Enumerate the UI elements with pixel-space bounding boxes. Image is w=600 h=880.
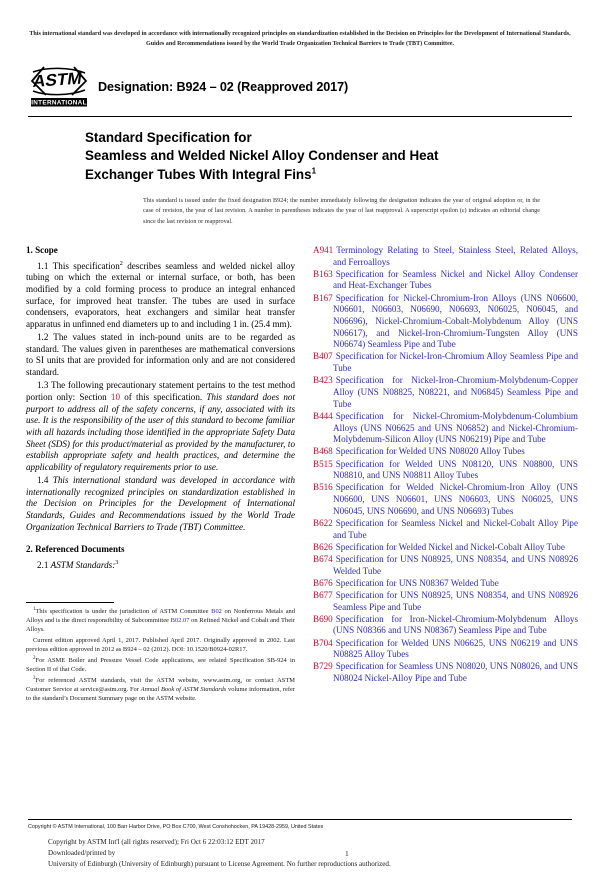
- paragraph-1-4: [26, 475, 295, 533]
- p11-number: 1.1: [37, 260, 49, 271]
- title-line-3: [85, 166, 572, 185]
- p11-footnote-marker: 2: [119, 259, 123, 267]
- footnote-current-edition: Current edition approved April 1, 2017. Published April 2017. Originally approved in 2002. Last previous edition approved in 2012 as B924 – 02 (2012). DOI: 10.1520/B0924-02R17.: [26, 637, 295, 654]
- sub21-label: ASTM Standards:: [50, 560, 116, 571]
- page-number: 1: [345, 849, 349, 859]
- standard-title[interactable]: Specification for UNS N08925, UNS N08354, and UNS N08926 Welded Tube: [333, 553, 578, 576]
- standard-designation-link[interactable]: B677: [313, 589, 333, 600]
- footnote-3-text-b: volume information, refer to the standard’s Document Summary page on the ASTM website.: [26, 686, 295, 703]
- sub21-footnote-marker: 3: [115, 559, 119, 567]
- footnote-2-text: For ASME Boiler and Pressure Vessel Code applications, see related Specification SB-924 in Section II of that Code.: [26, 657, 295, 674]
- list-item[interactable]: [313, 638, 578, 661]
- standard-title[interactable]: Specification for Nickel-Chromium-Iron Alloys (UNS N06600, N06601, N06603, N06690, N06693, N06025, N06045, and N06696), Nickel-Chromium-Cobalt-Molybdenum Alloy (UNS N06617), and Nickel-Iron-Chromium-Tungsten Alloy (UNS N06674) Seamless Pipe and Tube: [333, 292, 578, 350]
- title-line-2: Seamless and Welded Nickel Alloy Condenser and Heat: [85, 148, 439, 164]
- standard-title[interactable]: Terminology Relating to Steel, Stainless Steel, Related Alloys, and Ferroalloys: [333, 244, 578, 267]
- list-item[interactable]: [313, 411, 578, 446]
- standard-title[interactable]: Specification for Nickel-Iron-Chromium-Molybdenum-Copper Alloy (UNS N08825, N08221, and N06845) Seamless Pipe and Tube: [333, 375, 578, 409]
- standard-designation-link[interactable]: B167: [313, 292, 333, 303]
- p13-part2: of this specification.: [120, 391, 207, 402]
- svg-text:ASTM: ASTM: [31, 67, 84, 91]
- footnote-2-marker: 2: [33, 655, 36, 661]
- footnote-1-text-c: on Refined Nickel and Cobalt and Their Alloys.: [26, 617, 295, 634]
- list-item[interactable]: [313, 518, 578, 541]
- subcommittee-b0207-link[interactable]: B02.07: [170, 617, 190, 625]
- committee-b02-link[interactable]: B02: [211, 607, 222, 615]
- paragraph-1-2: 1.2 The values stated in inch-pound units are to be regarded as standard. The values given in parentheses are mathematical conversions to SI units that are provided for information only and are not considered standard.: [26, 332, 295, 378]
- list-item[interactable]: [313, 542, 578, 554]
- standard-title[interactable]: Specification for Seamless UNS N08020, UNS N08026, and UNS N08024 Nickel-Alloy Pipe and Tube: [333, 661, 578, 684]
- tbt-notice: This international standard was developed in accordance with internationally recognized principles on standardization established in the Decision on Principles for the Development of International Standards, Guides and Recommendations issued by the World Trade Organization Technical Barriers to Trade (TBT) Committee.: [29, 31, 571, 47]
- footnote-1: [26, 607, 295, 635]
- list-item[interactable]: [313, 446, 578, 458]
- standard-title[interactable]: Specification for Welded UNS N08020 Alloy Tubes: [335, 446, 525, 457]
- standard-designation-link[interactable]: B444: [313, 410, 333, 421]
- issued-under-note: This standard is issued under the fixed designation B924; the number immediately following the designation indicates the year of original adoption or, in the case of revision, the year of last revision. A number in parentheses indicates the year of last reapproval. A superscript epsilon (ε) indicates an editorial change since the last revision or reapproval.: [143, 197, 540, 225]
- masthead-divider: [28, 116, 572, 117]
- standard-designation-link[interactable]: B407: [313, 351, 333, 362]
- list-item[interactable]: [313, 245, 578, 268]
- footnote-1-text-b: on Nonferrous Metals and Alloys and is the direct responsibility of Subcommittee: [26, 607, 295, 625]
- list-item[interactable]: [313, 269, 578, 292]
- section-10-link[interactable]: 10: [110, 391, 121, 402]
- standard-designation-link[interactable]: B515: [313, 458, 333, 469]
- footer-divider: [28, 819, 572, 820]
- subsection-2-1-astm-standards: [26, 560, 295, 572]
- download-line-2: Downloaded/printed by: [48, 849, 116, 858]
- list-item[interactable]: [313, 293, 578, 351]
- list-item[interactable]: [313, 578, 578, 590]
- download-stamp: [48, 837, 572, 870]
- page-footer: [0, 819, 600, 870]
- standard-title[interactable]: Specification for Nickel-Iron-Chromium Alloy Seamless Pipe and Tube: [333, 351, 578, 374]
- standard-designation-link[interactable]: B674: [313, 553, 333, 564]
- designation-line: Designation: B924 – 02 (Reapproved 2017): [98, 79, 349, 94]
- standard-designation-link[interactable]: B690: [313, 613, 333, 624]
- footnote-3-italic: Annual Book of ASTM Standards: [140, 686, 227, 694]
- footnote-3-text-a: For referenced ASTM standards, visit the ASTM website, www.astm.org, or contact ASTM Customer Service at service@astm.org. For: [26, 676, 295, 694]
- download-line-1: Copyright by ASTM Int'l (all rights reserved); Fri Oct 6 22:03:12 EDT 2017: [48, 838, 265, 847]
- footnote-2: [26, 656, 295, 674]
- p11-rest: describes seamless and welded nickel alloy tubing on which the external or internal surface, or both, has been modified by a cold forming process to produce an integral enhanced surface, for improved heat transfer. The tubes are used in surface condensers, evaporators, heat exchangers and similar heat transfer apparatus in unfinned end diameters up to and including 1 in. (25.4 mm).: [26, 260, 295, 330]
- list-item[interactable]: [313, 614, 578, 637]
- footnote-3: [26, 676, 295, 704]
- title-line-1: Standard Specification for: [85, 129, 252, 145]
- sub21-number: 2.1: [37, 560, 49, 571]
- body-columns: [26, 245, 576, 704]
- standard-designation-link[interactable]: B704: [313, 637, 333, 648]
- standard-title[interactable]: Specification for UNS N08925, UNS N08354, and UNS N08926 Seamless Pipe and Tube: [333, 589, 578, 612]
- standard-designation-link[interactable]: A941: [313, 244, 334, 255]
- paragraph-1-1: [26, 261, 295, 331]
- standard-designation-link[interactable]: B468: [313, 446, 333, 457]
- footnote-1-text-a: This specification is under the jurisdiction of ASTM Committee: [35, 607, 212, 615]
- right-column: [313, 245, 578, 685]
- standard-title[interactable]: Specification for Iron-Nickel-Chromium-Molybdenum Alloys (UNS N08366 and UNS N08367) Seamless Pipe and Tube: [333, 613, 578, 636]
- standard-designation-link[interactable]: B516: [313, 482, 333, 493]
- section-heading-scope: 1. Scope: [26, 244, 58, 255]
- referenced-standards-list: [313, 245, 578, 685]
- list-item[interactable]: [313, 375, 578, 410]
- masthead: [28, 64, 572, 110]
- footnote-1-marker: 1: [33, 606, 36, 612]
- footnote-3-marker: 3: [33, 675, 36, 681]
- list-item[interactable]: [313, 351, 578, 374]
- svg-text:INTERNATIONAL: INTERNATIONAL: [31, 99, 87, 107]
- standard-designation-link[interactable]: B622: [313, 517, 333, 528]
- list-item[interactable]: [313, 661, 578, 684]
- p14-text: This international standard was developed in accordance with internationally recognized principles on standardization established in the Decision on Principles for the Development of International Standards, Guides and Recommendations issued by the World Trade Organization Technical Barriers to Trade (TBT) Committee.: [26, 475, 295, 532]
- standard-designation-link[interactable]: B626: [313, 541, 333, 552]
- standard-title[interactable]: Specification for Seamless Nickel and Nickel Alloy Condenser and Heat-Exchanger Tubes: [333, 268, 578, 291]
- document-page: [0, 30, 600, 880]
- footnotes-block: [26, 602, 295, 704]
- standard-title[interactable]: Specification for Nickel-Chromium-Molybdenum-Columbium Alloys (UNS N06625 and UNS N06852) and Nickel-Chromium-Molybdenum-Silicon Alloy (UNS N06219) Pipe and Tube: [333, 410, 578, 445]
- list-item[interactable]: [313, 459, 578, 482]
- standard-title[interactable]: Specification for Welded UNS N08120, UNS N08800, UNS N08810, and UNS N08811 Alloy Tubes: [333, 458, 578, 481]
- title-footnote-marker: 1: [311, 166, 317, 176]
- standard-title[interactable]: Specification for Welded Nickel and Nickel-Cobalt Alloy Tube: [335, 541, 565, 552]
- astm-logo-icon: [28, 65, 90, 109]
- p11-lead: This specification: [52, 260, 120, 271]
- paragraph-1-3: [26, 380, 295, 473]
- standard-title[interactable]: Specification for Welded Nickel-Chromium-Iron Alloy (UNS N06600, UNS N06601, UNS N06603, UNS N06025, UNS N06045, UNS N06690, and UNS N06693) Tubes: [333, 482, 578, 516]
- download-line-3: University of Edinburgh (University of Edinburgh) pursuant to License Agreement. No further reproductions authorized.: [48, 860, 391, 869]
- standard-title[interactable]: Specification for Welded UNS N06625, UNS N06219 and UNS N08825 Alloy Tubes: [333, 637, 578, 660]
- title-line-3-text: Exchanger Tubes With Integral Fins: [85, 166, 312, 182]
- standard-designation-link[interactable]: B729: [313, 661, 333, 672]
- standard-designation-link[interactable]: B423: [313, 375, 333, 386]
- section-heading-referenced-documents: 2. Referenced Documents: [26, 544, 125, 555]
- copyright-notice: Copyright © ASTM International, 100 Barr Harbor Drive, PO Box C700, West Conshohocken, PA 19428-2959, United States: [28, 824, 324, 831]
- footnote-divider: [26, 602, 114, 603]
- list-item[interactable]: [313, 590, 578, 613]
- left-column: [26, 245, 295, 704]
- standard-title[interactable]: Specification for Seamless Nickel and Nickel-Cobalt Alloy Pipe and Tube: [333, 517, 578, 540]
- list-item[interactable]: [313, 482, 578, 517]
- page-title: [85, 129, 572, 185]
- list-item[interactable]: [313, 554, 578, 577]
- p13-part1: 1.3 The following precautionary statement pertains to the test method portion only: Section: [26, 380, 295, 402]
- standard-designation-link[interactable]: B163: [313, 268, 333, 279]
- p13-safety-caveat: This standard does not purport to address all of the safety concerns, if any, associated with its use. It is the responsibility of the user of this standard to become familiar with all hazards including those identified in the appropriate Safety Data Sheet (SDS) for this product/material as provided by the manufacturer, to establish appropriate safety and health practices, and determine the applicability of regulatory requirements prior to use.: [26, 391, 296, 472]
- standard-title[interactable]: Specification for UNS N08367 Welded Tube: [335, 577, 499, 588]
- p14-number: 1.4: [37, 475, 49, 486]
- standard-designation-link[interactable]: B676: [313, 577, 333, 588]
